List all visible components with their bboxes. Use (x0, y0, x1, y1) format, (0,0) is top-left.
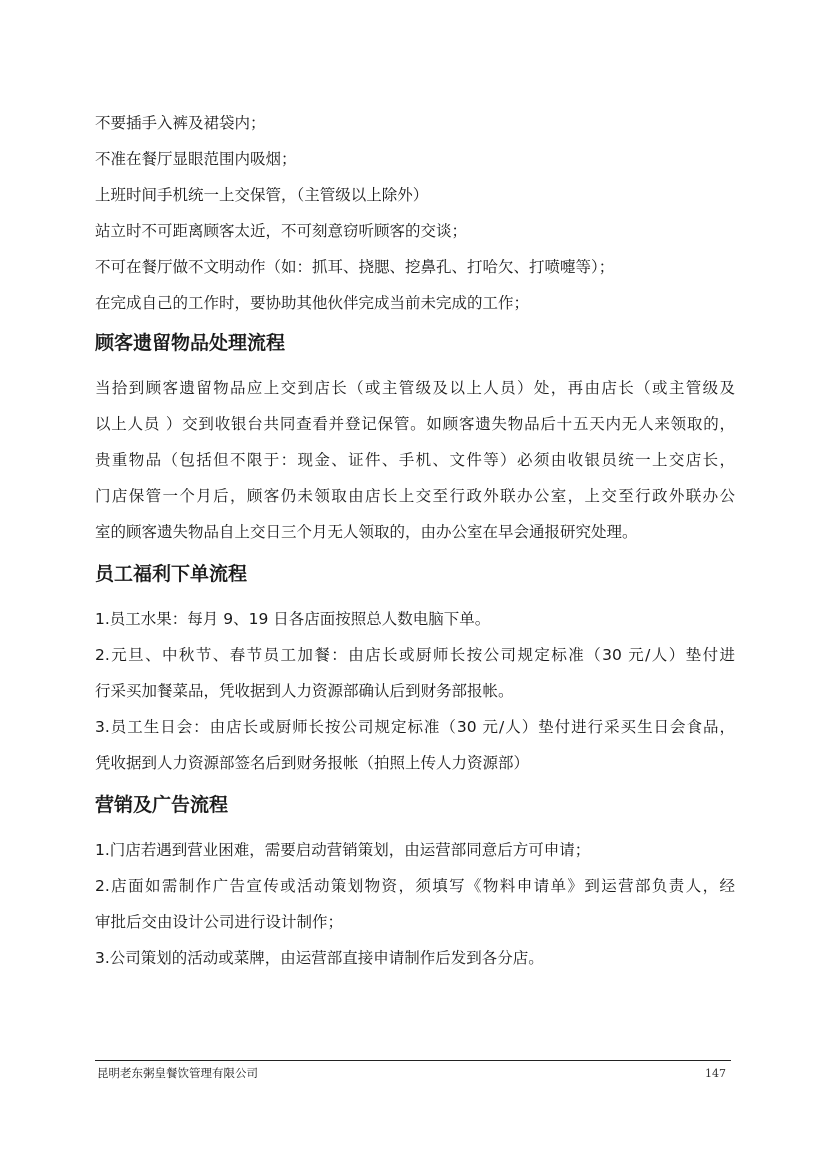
rule-line: 不可在餐厅做不文明动作（如：抓耳、挠腮、挖鼻孔、打哈欠、打喷嚏等）； (95, 258, 615, 276)
paragraph-line: 以上人员 ）交到收银台共同查看并登记保管。如顾客遗失物品后十五天内无人来领取的， (95, 415, 735, 433)
list-item: 2.元旦、中秋节、春节员工加餐：由店长或厨师长按公司规定标准（30 元/人）垫付进 (95, 646, 735, 664)
document-body (95, 105, 735, 976)
list-item: 2.店面如需制作广告宣传或活动策划物资，须填写《物料申请单》到运营部负责人，经 (95, 877, 735, 895)
rule-line: 在完成自己的工作时，要协助其他伙伴完成当前未完成的工作； (95, 294, 530, 312)
rule-line: 不准在餐厅显眼范围内吸烟； (95, 150, 297, 168)
page-number: 147 (705, 1067, 726, 1080)
list-item: 1.门店若遇到营业困难，需要启动营销策划，由运营部同意后方可申请； (95, 841, 591, 859)
list-item: 1.员工水果：每月 9、19 日各店面按照总人数电脑下单。 (95, 610, 491, 628)
rule-line: 不要插手入裤及裙袋内； (95, 114, 266, 132)
section-heading-lost-items: 顾客遗留物品处理流程 (95, 332, 286, 354)
rule-line: 上班时间手机统一上交保管，（主管级以上除外） (95, 186, 429, 204)
rule-line: 站立时不可距离顾客太近，不可刻意窃听顾客的交谈； (95, 222, 468, 240)
list-item: 凭收据到人力资源部签名后到财务报帐（拍照上传人力资源部） (95, 754, 530, 772)
paragraph-line: 门店保管一个月后，顾客仍未领取由店长上交至行政外联办公室，上交至行政外联办公 (95, 487, 735, 505)
footer-divider (95, 1060, 731, 1061)
list-item: 3.公司策划的活动或菜牌，由运营部直接申请制作后发到各分店。 (95, 949, 544, 967)
paragraph-line: 贵重物品（包括但不限于：现金、证件、手机、文件等）必须由收银员统一上交店长， (95, 451, 735, 469)
list-item: 3.员工生日会：由店长或厨师长按公司规定标准（30 元/人）垫付进行采买生日会食品， (95, 718, 735, 736)
list-item: 审批后交由设计公司进行设计制作； (95, 913, 344, 931)
list-item: 行采买加餐菜品，凭收据到人力资源部确认后到财务部报帐。 (95, 682, 514, 700)
paragraph-line: 当拾到顾客遗留物品应上交到店长（或主管级及以上人员）处，再由店长（或主管级及 (95, 379, 735, 397)
section-heading-welfare: 员工福利下单流程 (95, 563, 248, 585)
footer-company-name: 昆明老东粥皇餐饮管理有限公司 (97, 1066, 258, 1080)
section-heading-marketing: 营销及广告流程 (95, 794, 229, 816)
paragraph-line: 室的顾客遗失物品自上交日三个月无人领取的，由办公室在早会通报研究处理。 (95, 523, 638, 541)
